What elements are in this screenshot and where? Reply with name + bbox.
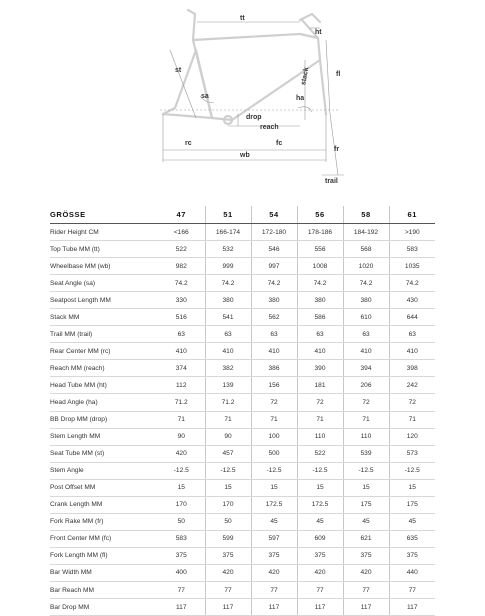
- cell-value: 172.5: [297, 496, 343, 513]
- cell-value: 610: [343, 309, 389, 326]
- cell-value: 63: [158, 326, 205, 343]
- label-wb: wb: [240, 152, 250, 159]
- row-label: Post Offset MM: [50, 479, 158, 496]
- table-row: [50, 309, 435, 326]
- table-row: [50, 530, 435, 547]
- cell-value: 597: [251, 530, 297, 547]
- cell-value: 1008: [297, 258, 343, 275]
- row-label: Rider Height CM: [50, 224, 158, 241]
- cell-value: 178-186: [297, 224, 343, 241]
- cell-value: 74.2: [251, 275, 297, 292]
- cell-value: 117: [343, 599, 389, 616]
- cell-value: 621: [343, 530, 389, 547]
- cell-value: 1035: [389, 258, 435, 275]
- cell-value: 71.2: [158, 394, 205, 411]
- row-label: Trail MM (trail): [50, 326, 158, 343]
- table-row: [50, 496, 435, 513]
- cell-value: 71: [343, 411, 389, 428]
- table-row: [50, 394, 435, 411]
- cell-value: 120: [389, 428, 435, 445]
- cell-value: 380: [343, 292, 389, 309]
- label-fl: fl: [336, 71, 341, 78]
- table-row: [50, 275, 435, 292]
- table-row: [50, 241, 435, 258]
- row-label: Head Tube MM (ht): [50, 377, 158, 394]
- cell-value: 175: [389, 496, 435, 513]
- cell-value: 430: [389, 292, 435, 309]
- cell-value: 184-192: [343, 224, 389, 241]
- cell-value: 112: [158, 377, 205, 394]
- cell-value: 71: [158, 411, 205, 428]
- cell-value: 74.2: [297, 275, 343, 292]
- cell-value: 586: [297, 309, 343, 326]
- cell-value: 390: [297, 360, 343, 377]
- cell-value: -12.5: [389, 462, 435, 479]
- cell-value: 375: [343, 547, 389, 564]
- cell-value: 375: [389, 547, 435, 564]
- cell-value: 1020: [343, 258, 389, 275]
- cell-value: 380: [297, 292, 343, 309]
- cell-value: 63: [343, 326, 389, 343]
- cell-value: 63: [389, 326, 435, 343]
- cell-value: 420: [297, 564, 343, 581]
- cell-value: 71: [297, 411, 343, 428]
- cell-value: 15: [389, 479, 435, 496]
- table-row: [50, 224, 435, 241]
- cell-value: 375: [297, 547, 343, 564]
- cell-value: 90: [205, 428, 251, 445]
- cell-value: 420: [343, 564, 389, 581]
- cell-value: 997: [251, 258, 297, 275]
- cell-value: 71.2: [205, 394, 251, 411]
- cell-value: 117: [251, 599, 297, 616]
- cell-value: 609: [297, 530, 343, 547]
- dimension-lines: [160, 22, 344, 175]
- cell-value: 500: [251, 445, 297, 462]
- cell-value: -12.5: [205, 462, 251, 479]
- cell-value: 139: [205, 377, 251, 394]
- cell-value: 546: [251, 241, 297, 258]
- cell-value: 74.2: [158, 275, 205, 292]
- cell-value: 15: [343, 479, 389, 496]
- row-label: Top Tube MM (tt): [50, 241, 158, 258]
- cell-value: 410: [297, 343, 343, 360]
- cell-value: 77: [343, 581, 389, 598]
- cell-value: 410: [158, 343, 205, 360]
- cell-value: 90: [158, 428, 205, 445]
- cell-value: 63: [251, 326, 297, 343]
- row-label: Reach MM (reach): [50, 360, 158, 377]
- cell-value: 410: [251, 343, 297, 360]
- cell-value: 77: [389, 581, 435, 598]
- row-label: Stem Angle: [50, 462, 158, 479]
- table-row: [50, 377, 435, 394]
- row-label: Rear Center MM (rc): [50, 343, 158, 360]
- cell-value: 50: [205, 513, 251, 530]
- cell-value: 72: [297, 394, 343, 411]
- label-tt: tt: [240, 15, 245, 22]
- row-label: Wheelbase MM (wb): [50, 258, 158, 275]
- label-drop: drop: [246, 114, 262, 121]
- geometry-table-body: [50, 224, 435, 616]
- table-row: [50, 326, 435, 343]
- cell-value: 386: [251, 360, 297, 377]
- row-label: Stem Length MM: [50, 428, 158, 445]
- cell-value: 117: [297, 599, 343, 616]
- cell-value: 541: [205, 309, 251, 326]
- row-label: Stack MM: [50, 309, 158, 326]
- size-header: 58: [343, 206, 389, 224]
- cell-value: 15: [251, 479, 297, 496]
- cell-value: 15: [297, 479, 343, 496]
- cell-value: 375: [251, 547, 297, 564]
- table-row: [50, 547, 435, 564]
- table-row: [50, 479, 435, 496]
- cell-value: 45: [389, 513, 435, 530]
- cell-value: 45: [343, 513, 389, 530]
- size-header-label: GRÖSSE: [50, 206, 158, 224]
- table-row: [50, 258, 435, 275]
- table-row: [50, 462, 435, 479]
- cell-value: 74.2: [205, 275, 251, 292]
- cell-value: 71: [251, 411, 297, 428]
- table-row: [50, 445, 435, 462]
- cell-value: 374: [158, 360, 205, 377]
- table-row: [50, 581, 435, 598]
- size-header: 47: [158, 206, 205, 224]
- cell-value: -12.5: [343, 462, 389, 479]
- row-label: Fork Rake MM (fr): [50, 513, 158, 530]
- cell-value: 72: [251, 394, 297, 411]
- cell-value: 420: [251, 564, 297, 581]
- table-row: [50, 513, 435, 530]
- cell-value: >190: [389, 224, 435, 241]
- label-st: st: [175, 67, 182, 74]
- cell-value: 398: [389, 360, 435, 377]
- cell-value: 74.2: [389, 275, 435, 292]
- cell-value: 410: [205, 343, 251, 360]
- size-header: 56: [297, 206, 343, 224]
- cell-value: 50: [158, 513, 205, 530]
- geometry-table: [50, 206, 435, 616]
- cell-value: -12.5: [158, 462, 205, 479]
- cell-value: 522: [158, 241, 205, 258]
- size-header: 54: [251, 206, 297, 224]
- cell-value: 420: [158, 445, 205, 462]
- cell-value: 45: [251, 513, 297, 530]
- label-reach: reach: [260, 124, 279, 131]
- cell-value: 117: [205, 599, 251, 616]
- cell-value: 77: [158, 581, 205, 598]
- cell-value: 45: [297, 513, 343, 530]
- cell-value: 562: [251, 309, 297, 326]
- cell-value: 583: [158, 530, 205, 547]
- row-label: Crank Length MM: [50, 496, 158, 513]
- label-ha: ha: [296, 95, 305, 102]
- cell-value: 63: [297, 326, 343, 343]
- table-row: [50, 343, 435, 360]
- cell-value: 539: [343, 445, 389, 462]
- cell-value: 532: [205, 241, 251, 258]
- cell-value: 156: [251, 377, 297, 394]
- row-label: Seatpost Length MM: [50, 292, 158, 309]
- cell-value: 100: [251, 428, 297, 445]
- cell-value: 15: [158, 479, 205, 496]
- label-ht: ht: [315, 29, 322, 36]
- cell-value: 382: [205, 360, 251, 377]
- row-label: Bar Width MM: [50, 564, 158, 581]
- label-fr: fr: [334, 146, 340, 153]
- cell-value: 172-180: [251, 224, 297, 241]
- size-header: 61: [389, 206, 435, 224]
- cell-value: 440: [389, 564, 435, 581]
- row-label: Fork Length MM (fl): [50, 547, 158, 564]
- cell-value: 175: [343, 496, 389, 513]
- cell-value: 583: [389, 241, 435, 258]
- cell-value: 77: [297, 581, 343, 598]
- cell-value: 172.5: [251, 496, 297, 513]
- row-label: Head Angle (ha): [50, 394, 158, 411]
- cell-value: 170: [158, 496, 205, 513]
- size-header: 51: [205, 206, 251, 224]
- label-stack: stack: [300, 66, 311, 86]
- label-trail: trail: [325, 178, 338, 185]
- row-label: Front Center MM (fc): [50, 530, 158, 547]
- table-row: [50, 428, 435, 445]
- row-label: BB Drop MM (drop): [50, 411, 158, 428]
- cell-value: 166-174: [205, 224, 251, 241]
- cell-value: 516: [158, 309, 205, 326]
- cell-value: 568: [343, 241, 389, 258]
- cell-value: 71: [389, 411, 435, 428]
- cell-value: 110: [343, 428, 389, 445]
- cell-value: 110: [297, 428, 343, 445]
- cell-value: 181: [297, 377, 343, 394]
- cell-value: 15: [205, 479, 251, 496]
- label-rc: rc: [185, 140, 192, 147]
- cell-value: 410: [343, 343, 389, 360]
- cell-value: 394: [343, 360, 389, 377]
- cell-value: 556: [297, 241, 343, 258]
- cell-value: -12.5: [251, 462, 297, 479]
- cell-value: 420: [205, 564, 251, 581]
- cell-value: 71: [205, 411, 251, 428]
- cell-value: 242: [389, 377, 435, 394]
- table-row: [50, 599, 435, 616]
- row-label: Bar Drop MM: [50, 599, 158, 616]
- cell-value: 74.2: [343, 275, 389, 292]
- cell-value: 72: [389, 394, 435, 411]
- cell-value: 117: [389, 599, 435, 616]
- cell-value: <166: [158, 224, 205, 241]
- table-row: [50, 411, 435, 428]
- cell-value: 573: [389, 445, 435, 462]
- cell-value: -12.5: [297, 462, 343, 479]
- cell-value: 63: [205, 326, 251, 343]
- cell-value: 644: [389, 309, 435, 326]
- row-label: Seat Tube MM (st): [50, 445, 158, 462]
- cell-value: 77: [205, 581, 251, 598]
- cell-value: 117: [158, 599, 205, 616]
- label-fc: fc: [276, 140, 283, 147]
- cell-value: 330: [158, 292, 205, 309]
- cell-value: 375: [205, 547, 251, 564]
- cell-value: 522: [297, 445, 343, 462]
- cell-value: 380: [205, 292, 251, 309]
- cell-value: 400: [158, 564, 205, 581]
- row-label: Seat Angle (sa): [50, 275, 158, 292]
- cell-value: 380: [251, 292, 297, 309]
- label-sa: sa: [201, 93, 209, 100]
- cell-value: 999: [205, 258, 251, 275]
- cell-value: 72: [343, 394, 389, 411]
- cell-value: 375: [158, 547, 205, 564]
- table-row: [50, 292, 435, 309]
- row-label: Bar Reach MM: [50, 581, 158, 598]
- cell-value: 410: [389, 343, 435, 360]
- cell-value: 206: [343, 377, 389, 394]
- geometry-diagram: [0, 0, 485, 190]
- cell-value: 170: [205, 496, 251, 513]
- cell-value: 77: [251, 581, 297, 598]
- table-header-row: [50, 206, 435, 224]
- cell-value: 599: [205, 530, 251, 547]
- cell-value: 457: [205, 445, 251, 462]
- cell-value: 982: [158, 258, 205, 275]
- table-row: [50, 564, 435, 581]
- cell-value: 635: [389, 530, 435, 547]
- table-row: [50, 360, 435, 377]
